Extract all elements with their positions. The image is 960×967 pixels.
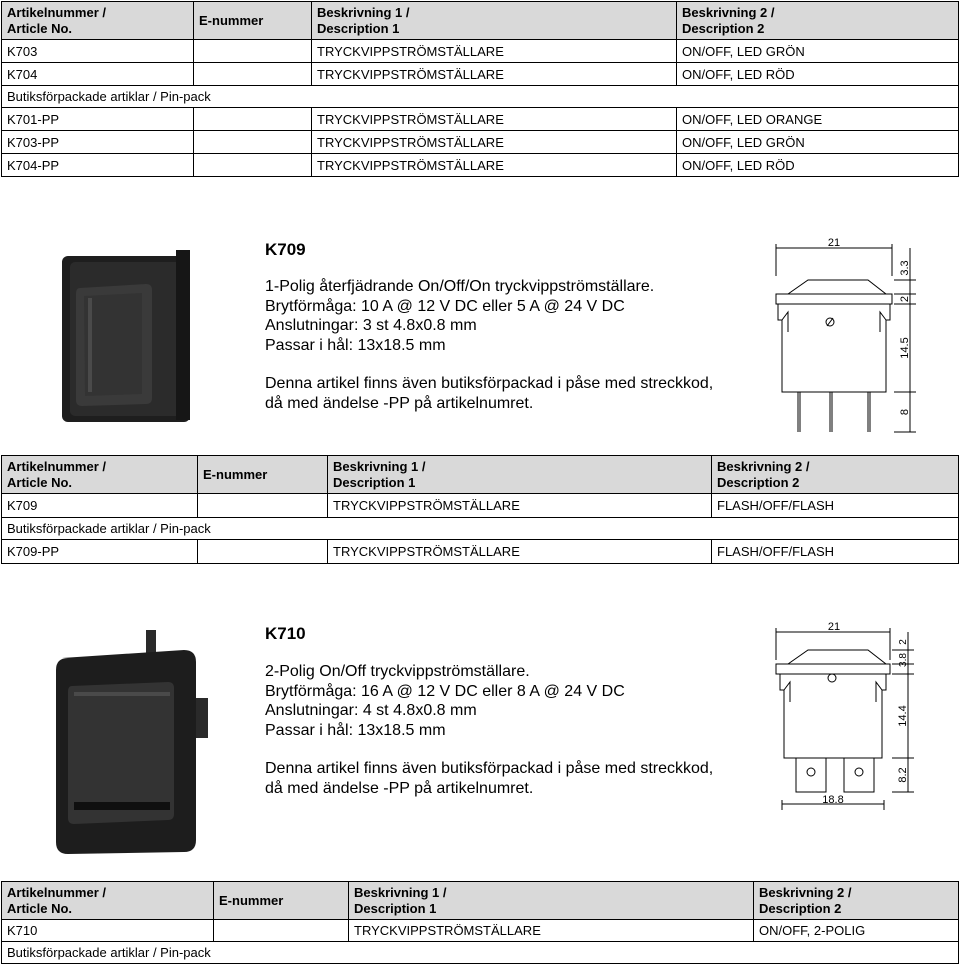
table-row: [2, 540, 959, 564]
article-cell: K704-PP: [2, 154, 194, 177]
desc1-cell: TRYCKVIPPSTRÖMSTÄLLARE: [312, 131, 677, 154]
dim-label: 8.2: [897, 767, 909, 783]
dim-label: 8: [899, 408, 911, 416]
k710-title: K710: [265, 624, 306, 643]
desc1-cell: TRYCKVIPPSTRÖMSTÄLLARE: [312, 63, 677, 86]
k709-switch-photo: [58, 248, 198, 426]
desc2-cell: ON/OFF, LED RÖD: [677, 154, 959, 177]
spec-table-3: [1, 881, 959, 964]
desc2-cell: ON/OFF, 2-POLIG: [754, 920, 959, 942]
header-desc1: Beskrivning 1 / Description 1: [312, 2, 677, 40]
table-row: [2, 131, 959, 154]
table-header: [2, 2, 959, 40]
enumber-cell: [194, 108, 312, 131]
description-line: Brytförmåga: 16 A @ 12 V DC eller 8 A @ 24 V DC: [265, 682, 625, 700]
dim-label: 3.8: [898, 653, 909, 667]
article-cell: K710: [2, 920, 214, 942]
description-line: 1-Polig återfjädrande On/Off/On tryckvippströmställare.: [265, 278, 655, 295]
article-cell: K704: [2, 63, 194, 86]
description-line: Passar i hål: 13x18.5 mm: [265, 721, 446, 739]
header-enumber: E-nummer: [198, 456, 328, 494]
description-line: Anslutningar: 4 st 4.8x0.8 mm: [265, 702, 477, 719]
description-note: då med ändelse -PP på artikelnumret.: [265, 779, 534, 797]
spec-table-1: [1, 1, 959, 177]
dim-label: 21: [827, 621, 841, 633]
table-row: [2, 108, 959, 131]
description-line: Passar i hål: 13x18.5 mm: [265, 336, 446, 354]
enumber-cell: [198, 494, 328, 518]
group-label: Butiksförpackade artiklar / Pin-pack: [2, 518, 959, 540]
desc1-cell: TRYCKVIPPSTRÖMSTÄLLARE: [312, 40, 677, 63]
description-line: 2-Polig On/Off tryckvippströmställare.: [265, 663, 530, 680]
description-note: Denna artikel finns även butiksförpackad i påse med streckkod,: [265, 760, 714, 777]
spec-table-2: [1, 455, 959, 564]
header-enumber: E-nummer: [214, 882, 349, 920]
table-header: [2, 456, 959, 494]
k709-description: [265, 277, 713, 413]
enumber-cell: [198, 540, 328, 564]
k709-dimension-drawing: [768, 236, 922, 436]
table-row: [2, 63, 959, 86]
enumber-cell: [214, 920, 349, 942]
desc2-cell: ON/OFF, LED ORANGE: [677, 108, 959, 131]
description-line: Brytförmåga: 10 A @ 12 V DC eller 5 A @ 24 V DC: [265, 297, 625, 315]
dim-label: 3.3: [899, 260, 911, 276]
header-enumber: E-nummer: [194, 2, 312, 40]
k710-switch-photo: [54, 628, 210, 856]
header-desc2: Beskrivning 2 / Description 2: [712, 456, 959, 494]
dim-label: 18.8: [822, 794, 844, 806]
header-article: Artikelnummer / Article No.: [2, 2, 194, 40]
header-desc2: Beskrivning 2 / Description 2: [754, 882, 959, 920]
desc1-cell: TRYCKVIPPSTRÖMSTÄLLARE: [328, 540, 712, 564]
header-desc1: Beskrivning 1 / Description 1: [328, 456, 712, 494]
header-article: Artikelnummer / Article No.: [2, 456, 198, 494]
article-cell: K701-PP: [2, 108, 194, 131]
desc1-cell: TRYCKVIPPSTRÖMSTÄLLARE: [312, 108, 677, 131]
table-row: [2, 154, 959, 177]
desc2-cell: ON/OFF, LED GRÖN: [677, 131, 959, 154]
group-row: [2, 942, 959, 964]
desc1-cell: TRYCKVIPPSTRÖMSTÄLLARE: [312, 154, 677, 177]
desc1-cell: TRYCKVIPPSTRÖMSTÄLLARE: [349, 920, 754, 942]
group-label: Butiksförpackade artiklar / Pin-pack: [2, 86, 959, 108]
table-row: [2, 920, 959, 942]
desc2-cell: FLASH/OFF/FLASH: [712, 540, 959, 564]
enumber-cell: [194, 40, 312, 63]
k710-description: [265, 662, 713, 798]
table-row: [2, 40, 959, 63]
dim-label: 2: [899, 295, 911, 303]
desc2-cell: ON/OFF, LED GRÖN: [677, 40, 959, 63]
group-row: [2, 518, 959, 540]
article-cell: K709: [2, 494, 198, 518]
k710-dimension-drawing: [768, 620, 920, 814]
header-desc1: Beskrivning 1 / Description 1: [349, 882, 754, 920]
description-line: Anslutningar: 3 st 4.8x0.8 mm: [265, 317, 477, 334]
enumber-cell: [194, 63, 312, 86]
article-cell: K703-PP: [2, 131, 194, 154]
desc2-cell: FLASH/OFF/FLASH: [712, 494, 959, 518]
dim-label: 21: [827, 237, 841, 249]
enumber-cell: [194, 131, 312, 154]
article-cell: K703: [2, 40, 194, 63]
article-cell: K709-PP: [2, 540, 198, 564]
desc1-cell: TRYCKVIPPSTRÖMSTÄLLARE: [328, 494, 712, 518]
header-desc2: Beskrivning 2 / Description 2: [677, 2, 959, 40]
dim-label: 2: [898, 639, 909, 645]
description-note: då med ändelse -PP på artikelnumret.: [265, 394, 534, 412]
dim-label: 14.4: [897, 705, 909, 727]
table-row: [2, 494, 959, 518]
desc2-cell: ON/OFF, LED RÖD: [677, 63, 959, 86]
header-article: Artikelnummer / Article No.: [2, 882, 214, 920]
group-row: [2, 86, 959, 108]
group-label: Butiksförpackade artiklar / Pin-pack: [2, 942, 959, 964]
k709-title: K709: [265, 240, 306, 259]
dim-label: 14.5: [899, 337, 911, 359]
enumber-cell: [194, 154, 312, 177]
description-note: Denna artikel finns även butiksförpackad i påse med streckkod,: [265, 375, 714, 392]
table-header: [2, 882, 959, 920]
